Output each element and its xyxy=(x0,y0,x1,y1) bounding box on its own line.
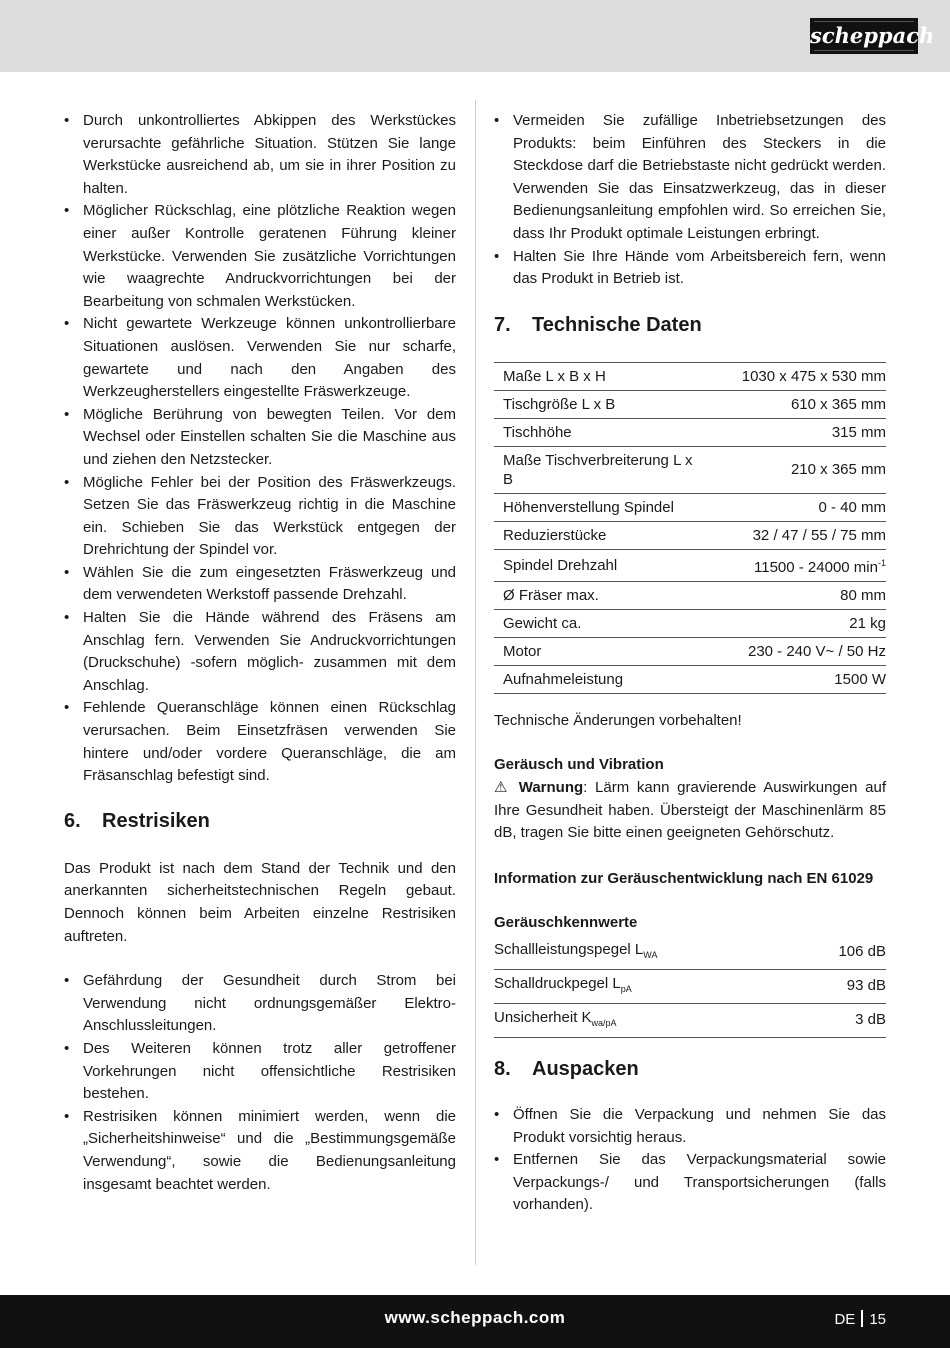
spec-label: Maße L x B x H xyxy=(494,362,693,390)
noise-label xyxy=(494,936,798,970)
spec-label: Höhenverstellung Spindel xyxy=(494,493,693,521)
table-row xyxy=(494,549,886,581)
left-column xyxy=(64,110,456,1196)
table-row xyxy=(494,362,886,390)
noise-label-text: Schallleistungspegel L xyxy=(494,940,644,958)
spec-value: 0 - 40 mm xyxy=(693,493,886,521)
spec-value: 21 kg xyxy=(693,609,886,637)
list-item: • Nicht gewartete Werkzeuge können unkontrollierbare Situationen auslösen. Verwenden Sie nur scharfe, gewartete und nach den Angaben des Werkzeugherstellers eingestellte Fräswerkzeuge. xyxy=(64,313,456,403)
table-row xyxy=(494,969,886,1003)
warning-icon: ⚠ xyxy=(494,778,511,796)
footer-band xyxy=(0,1295,950,1348)
table-row xyxy=(494,609,886,637)
section-title: Technische Daten xyxy=(532,313,702,336)
list-item: • Wählen Sie die zum eingesetzten Fräswerkzeug und dem verwendeten Werkstoff passende Drehzahl. xyxy=(64,562,456,607)
table-row xyxy=(494,637,886,665)
table-row xyxy=(494,418,886,446)
list-item: • Gefährdung der Gesundheit durch Strom bei Verwendung nicht ordnungsgemäßer Elektro-Anschlussleitungen. xyxy=(64,970,456,1038)
spec-label: Tischhöhe xyxy=(494,418,693,446)
noise-vibration-heading: Geräusch und Vibration xyxy=(494,756,664,774)
header-band xyxy=(0,0,950,72)
noise-value: 106 dB xyxy=(798,936,886,970)
list-item: • Möglicher Rückschlag, eine plötzliche Reaktion wegen einer außer Kontrolle geratenen Führung kleiner Werkstücke. Verwenden Sie zusätzliche Vorrichtungen wie waagrechte Andruckvorrichtungen bei der Bearbeitung von schmalen Werkstücken. xyxy=(64,200,456,313)
spec-label: Spindel Drehzahl xyxy=(494,549,693,581)
table-row xyxy=(494,1003,886,1037)
section-7-heading xyxy=(494,312,886,338)
table-row xyxy=(494,390,886,418)
list-item: • Des Weiteren können trotz aller getroffener Vorkehrungen nicht offensichtliche Restrisiken bestehen. xyxy=(64,1038,456,1106)
spec-value: 32 / 47 / 55 / 75 mm xyxy=(693,521,886,549)
section-number: 7. xyxy=(494,313,511,336)
spec-value: 210 x 365 mm xyxy=(693,446,886,493)
noise-label xyxy=(494,1003,798,1037)
spec-label: Aufnahmeleistung xyxy=(494,665,693,693)
list-item: • Vermeiden Sie zufällige Inbetriebsetzungen des Produkts: beim Einführen des Steckers in die Steckdose darf die Betriebstaste nicht gedrückt werden. Verwenden Sie das Einsatzwerkzeug, das in dieser Bedienungsanleitung empfohlen wird. So erreichen Sie, dass Ihr Produkt optimale Leistungen erbringt. xyxy=(494,110,886,246)
spec-value: 610 x 365 mm xyxy=(693,390,886,418)
unit-exponent: -1 xyxy=(877,557,886,568)
spec-label: Gewicht ca. xyxy=(494,609,693,637)
section-title: Restrisiken xyxy=(102,809,210,832)
list-item: • Restrisiken können minimiert werden, wenn die „Sicherheitshinweise“ und die „Bestimmungsgemäße Verwendung“, sowie die Bedienungsanleitung insgesamt beachtet werden. xyxy=(64,1106,456,1196)
section-8-heading xyxy=(494,1056,886,1082)
table-row xyxy=(494,581,886,609)
table-row xyxy=(494,665,886,693)
technical-data-table xyxy=(494,362,886,694)
section-title: Auspacken xyxy=(532,1057,639,1080)
column-divider xyxy=(475,100,476,1265)
section-6-intro: Das Produkt ist nach dem Stand der Technik und den anerkannten sicherheitstechnischen Regeln gebaut. Dennoch können beim Arbeiten einzelne Restrisiken auftreten. xyxy=(64,859,456,945)
risk-bullet-list xyxy=(64,110,456,788)
table-row xyxy=(494,521,886,549)
spec-value: 230 - 240 V~ / 50 Hz xyxy=(693,637,886,665)
table-row xyxy=(494,493,886,521)
noise-label-sub: pA xyxy=(620,983,632,994)
spec-label: Ø Fräser max. xyxy=(494,581,693,609)
spec-label: Reduzierstücke xyxy=(494,521,693,549)
warning-label: Warnung xyxy=(518,778,584,796)
page-indicator xyxy=(834,1310,886,1328)
website-link[interactable]: www.scheppach.com xyxy=(384,1308,566,1327)
safety-bullet-list xyxy=(494,110,886,291)
noise-label-sub: WA xyxy=(643,949,658,960)
section-number: 8. xyxy=(494,1057,511,1080)
list-item: • Öffnen Sie die Verpackung und nehmen Sie das Produkt vorsichtig heraus. xyxy=(494,1104,886,1149)
right-column xyxy=(494,110,886,1217)
spec-value: 1030 x 475 x 530 mm xyxy=(693,362,886,390)
spec-value: 315 mm xyxy=(693,418,886,446)
noise-values-heading: Geräuschkennwerte xyxy=(494,914,638,932)
noise-value: 93 dB xyxy=(798,969,886,1003)
warning-text: : Lärm kann gravierende Auswirkungen auf Ihre Gesundheit haben. Übersteigt der Maschinenlärm 85 dB, tragen Sie bitte einen geeigneten Gehörschutz. xyxy=(494,778,887,842)
technical-changes-note: Technische Änderungen vorbehalten! xyxy=(494,711,742,729)
list-item: • Fehlende Queranschläge können einen Rückschlag verursachen. Beim Einsetzfräsen verwenden Sie hintere und/oder vordere Queranschläge, die am Fräsanschlag befestigt sind. xyxy=(64,697,456,787)
spec-value-text: 11500 - 24000 min xyxy=(754,558,878,576)
noise-values-table xyxy=(494,936,886,1038)
table-row xyxy=(494,446,886,493)
spec-value: 1500 W xyxy=(693,665,886,693)
section-6-heading xyxy=(64,808,456,834)
spec-label: Motor xyxy=(494,637,693,665)
spec-label: Maße Tischverbreiterung L x B xyxy=(494,446,693,493)
page-separator xyxy=(861,1310,863,1327)
noise-value: 3 dB xyxy=(798,1003,886,1037)
list-item: • Halten Sie Ihre Hände vom Arbeitsbereich fern, wenn das Produkt in Betrieb ist. xyxy=(494,246,886,291)
noise-label-text: Schalldruckpegel L xyxy=(494,974,621,992)
section-number: 6. xyxy=(64,809,81,832)
noise-label-text: Unsicherheit K xyxy=(494,1008,592,1026)
list-item: • Mögliche Berührung von bewegten Teilen. Vor dem Wechsel oder Einstellen schalten Sie die Maschine aus und ziehen den Netzstecker. xyxy=(64,404,456,472)
unpacking-list xyxy=(494,1104,886,1217)
table-row xyxy=(494,936,886,970)
list-item: • Halten Sie die Hände während des Fräsens am Anschlag fern. Verwenden Sie Andruckvorrichtungen (Druckschuhe) -sofern möglich- zusammen mit dem Anschlag. xyxy=(64,607,456,697)
noise-warning xyxy=(494,777,886,845)
spec-value: 80 mm xyxy=(693,581,886,609)
list-item: • Durch unkontrolliertes Abkippen des Werkstückes verursachte gefährliche Situation. Stützen Sie lange Werkstücke ausreichend ab, um sie in ihrer Position zu halten. xyxy=(64,110,456,200)
spec-value xyxy=(693,549,886,581)
page-number: 15 xyxy=(869,1311,886,1328)
noise-label xyxy=(494,969,798,1003)
spec-label: Tischgröße L x B xyxy=(494,390,693,418)
noise-info-heading: Information zur Geräuschentwicklung nach EN 61029 xyxy=(494,869,874,887)
noise-label-sub: wa/pA xyxy=(591,1017,617,1028)
list-item: • Entfernen Sie das Verpackungsmaterial sowie Verpackungs-/ und Transportsicherungen (falls vorhanden). xyxy=(494,1149,886,1217)
list-item: • Mögliche Fehler bei der Position des Fräswerkzeugs. Setzen Sie das Fräswerkzeug richtig in die Maschine ein. Schieben Sie das Werkstück entgegen der Drehrichtung der Spindel vor. xyxy=(64,472,456,562)
residual-risk-list xyxy=(64,970,456,1196)
language-code: DE xyxy=(834,1311,856,1328)
brand-logo: scheppach xyxy=(810,18,918,54)
